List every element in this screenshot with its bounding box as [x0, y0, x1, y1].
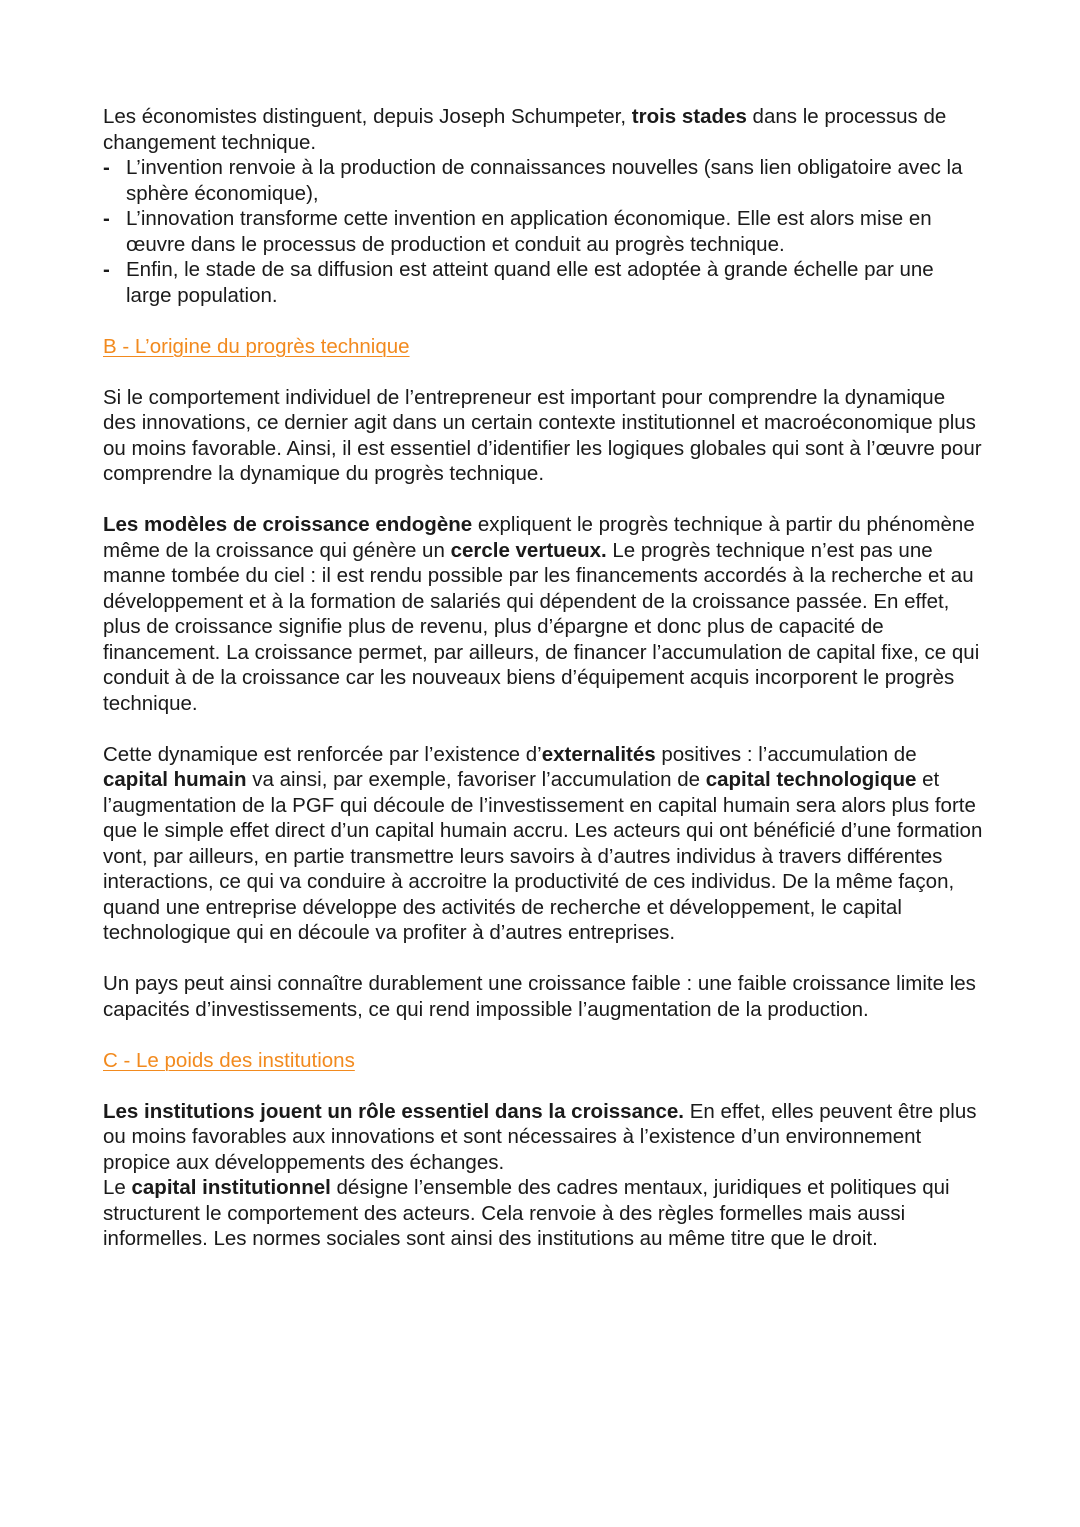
dash-bullet-icon: -	[103, 156, 110, 179]
emphasis: capital humain	[103, 768, 247, 791]
emphasis: externalités	[541, 742, 656, 766]
intro-emphasis: trois stades	[631, 105, 747, 128]
emphasis: Les institutions jouent un rôle essentiel dans la croissance.	[103, 1099, 684, 1123]
text: et l’augmentation de la PGF qui découle de l’investissement en capital humain sera alors plus forte que le simple effet direct d’un capital humain accru. Les acteurs qui ont bénéficié d’une formation vont, par ailleurs, en partie transmettre leurs savoirs à d’autres individus à travers différentes interactions, ce qui va conduire à accroitre la productivité de ces individus. De la même façon, quand une entreprise développe des activités de recherche et développement, le capital technologique qui en découle va profiter à d’autres entreprises.	[103, 768, 983, 944]
stages-list	[103, 155, 983, 308]
section-b-paragraph-1: Si le comportement individuel de l’entrepreneur est important pour comprendre la dynamique des innovations, ce dernier agit dans un certain contexte institutionnel et macroéconomique plus ou moins favorable. Ainsi, il est essentiel d’identifier les logiques globales qui sont à l’œuvre pour comprendre la dynamique du progrès technique.	[103, 385, 982, 485]
text: va ainsi, par exemple, favoriser l’accumulation de	[246, 768, 706, 791]
list-item-text: L’invention renvoie à la production de connaissances nouvelles (sans lien obligatoire avec la sphère économique),	[126, 156, 963, 205]
text: positives : l’accumulation de	[655, 742, 917, 766]
dash-bullet-icon: -	[103, 258, 110, 281]
emphasis: capital technologique	[705, 768, 917, 791]
list-item-text: L’innovation transforme cette invention en application économique. Elle est alors mise en œuvre dans le processus de production et conduit au progrès technique.	[126, 207, 932, 256]
text: En effet, elles peuvent être plus ou moins favorables aux innovations et sont nécessaires à l’existence d’un environnement propice aux développements des échanges.	[103, 1099, 977, 1174]
dash-bullet-icon: -	[103, 207, 110, 230]
document-page	[103, 104, 983, 1252]
section-b-heading: B - L’origine du progrès technique	[103, 334, 410, 358]
section-c-heading: C - Le poids des institutions	[103, 1048, 355, 1072]
emphasis: Les modèles de croissance endogène	[103, 513, 473, 536]
list-item	[103, 155, 983, 206]
list-item	[103, 257, 983, 308]
section-c-paragraph-2	[103, 1175, 983, 1252]
list-item-text: Enfin, le stade de sa diffusion est atteint quand elle est adoptée à grande échelle par une large population.	[126, 258, 934, 307]
emphasis: cercle vertueux.	[450, 538, 607, 562]
list-item	[103, 206, 983, 257]
intro-text: Les économistes distinguent, depuis Joseph Schumpeter,	[103, 105, 632, 128]
spacer	[103, 308, 983, 334]
emphasis: capital institutionnel	[131, 1176, 331, 1199]
spacer	[103, 946, 983, 972]
text: Le progrès technique n’est pas une manne tombée du ciel : il est rendu possible par les financements accordés à la recherche et au développement et à la formation de salariés qui dépendent de la croissance passée. En effet, plus de croissance signifie plus de revenu, plus d’épargne et donc plus de capacité de financement. La croissance permet, par ailleurs, de financer l’accumulation de capital fixe, ce qui conduit à de la croissance car les nouveaux biens d’équipement acquis incorporent le progrès technique.	[103, 538, 980, 715]
section-c-paragraph-1	[103, 1099, 983, 1176]
spacer	[103, 1022, 983, 1048]
text: Le	[103, 1176, 132, 1199]
text: expliquent le progrès technique à partir du phénomène même de la croissance qui génère un	[103, 513, 975, 562]
spacer	[103, 487, 983, 513]
section-b-paragraph-4: Un pays peut ainsi connaître durablement une croissance faible : une faible croissance limite les capacités d’investissements, ce qui rend impossible l’augmentation de la production.	[103, 972, 976, 1021]
section-b-paragraph-3	[103, 742, 983, 946]
intro-paragraph	[103, 104, 983, 155]
spacer	[103, 1073, 983, 1099]
text: désigne l’ensemble des cadres mentaux, juridiques et politiques qui structurent le comportement des acteurs. Cela renvoie à des règles formelles mais aussi informelles. Les normes sociales sont ainsi des institutions au même titre que le droit.	[103, 1176, 950, 1250]
intro-text: dans le processus de changement technique.	[103, 105, 947, 154]
text: Cette dynamique est renforcée par l’existence d’	[103, 742, 542, 766]
spacer	[103, 359, 983, 385]
section-b-paragraph-2	[103, 512, 983, 716]
spacer	[103, 716, 983, 742]
